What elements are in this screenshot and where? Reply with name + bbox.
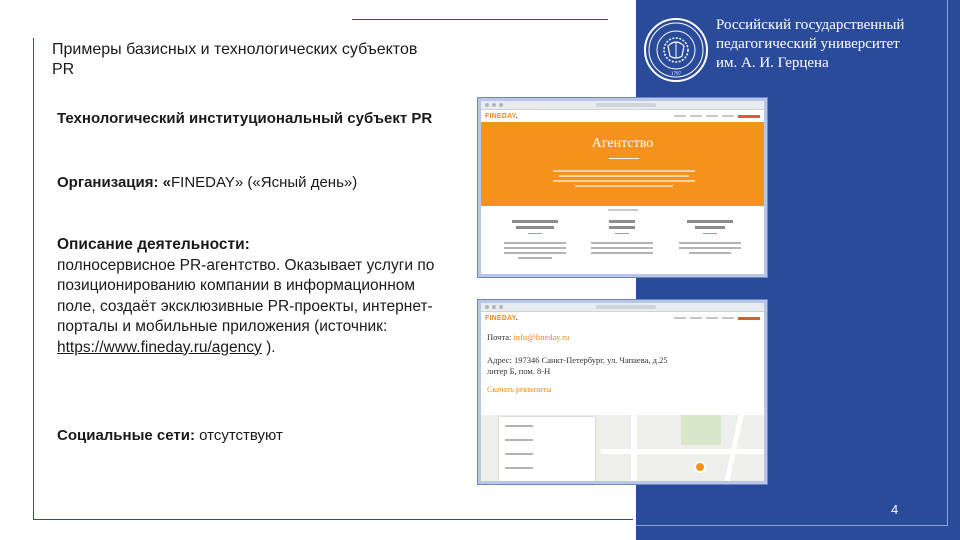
agency-page-screenshot bbox=[478, 98, 767, 277]
site-nav bbox=[674, 317, 760, 320]
map-pin-icon bbox=[694, 461, 706, 473]
bottom-frame-line bbox=[33, 519, 633, 520]
feature-columns bbox=[481, 214, 764, 259]
browser-toolbar bbox=[481, 101, 764, 110]
feature-column bbox=[504, 220, 566, 259]
email-line: Почта: info@fineday.ru bbox=[487, 332, 570, 342]
source-link-domain[interactable]: www.fineday.ru/agency bbox=[103, 338, 262, 356]
fineday-logo: FINEDAY. bbox=[485, 314, 518, 322]
contacts-page-screenshot bbox=[478, 300, 767, 484]
hero-banner bbox=[481, 122, 764, 206]
source-link-protocol[interactable]: https:// bbox=[57, 338, 104, 356]
description-block bbox=[57, 235, 447, 358]
university-name bbox=[716, 16, 946, 73]
university-seal-icon bbox=[644, 18, 708, 82]
page-number: 4 bbox=[891, 502, 899, 517]
contact-info bbox=[481, 324, 764, 415]
fineday-logo: FINEDAY. bbox=[485, 112, 518, 120]
university-name-line1: Российский государственный bbox=[716, 17, 905, 33]
social-value: отсутствуют bbox=[194, 427, 283, 444]
social-networks-line bbox=[57, 426, 447, 446]
slide-title: Примеры базисных и технологических субъектов PR bbox=[52, 41, 418, 78]
browser-toolbar bbox=[481, 303, 764, 312]
map bbox=[481, 415, 764, 484]
university-name-line3: им. А. И. Герцена bbox=[716, 55, 829, 71]
download-details-link[interactable]: Скачать реквизиты bbox=[487, 385, 552, 394]
subject-type-heading: Технологический институциональный субъект PR bbox=[57, 110, 433, 127]
university-name-line2: педагогический университет bbox=[716, 36, 900, 52]
address-line1: Адрес: 197346 Санкт-Петербург, ул. Чапаева, д.25 bbox=[487, 355, 668, 365]
social-label: Социальные сети: bbox=[57, 427, 195, 444]
top-decorative-line bbox=[352, 19, 608, 20]
hero-title: Агентство bbox=[591, 136, 654, 151]
site-nav bbox=[674, 115, 760, 118]
address-line2: литер Б, пом. 8-Н bbox=[487, 366, 551, 376]
organization-label: Организация: « bbox=[57, 174, 172, 191]
left-frame-line bbox=[33, 38, 34, 520]
contact-form bbox=[499, 417, 595, 484]
seal-year: 1797 bbox=[671, 72, 681, 77]
site-header bbox=[481, 110, 764, 122]
hero-text-lines bbox=[553, 170, 695, 190]
feature-column bbox=[591, 220, 653, 259]
description-tail: ). bbox=[261, 338, 276, 356]
description-text: полносервисное PR-агентство. Оказывает услуги по позиционированию компании в информационном поле, создаёт эксклюзивные PR-проекты, интернет-порталы и мобильные приложения (источник: bbox=[57, 256, 435, 335]
description-label: Описание деятельности: bbox=[57, 236, 250, 253]
site-header bbox=[481, 312, 764, 324]
feature-column bbox=[679, 220, 741, 259]
organization-line bbox=[57, 172, 457, 193]
organization-value: FINEDAY» («Ясный день») bbox=[171, 174, 358, 191]
